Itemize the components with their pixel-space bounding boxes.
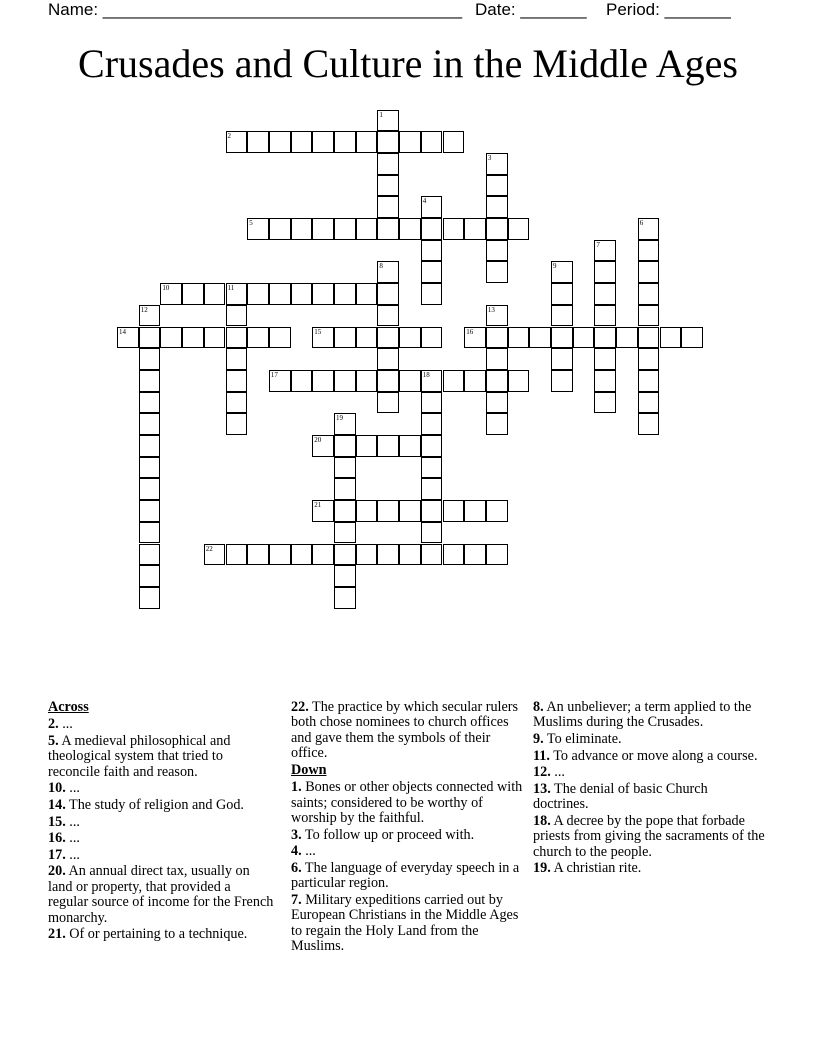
grid-cell[interactable] [638,327,660,349]
clue-number-label: 15. [48,813,66,830]
grid-cell[interactable] [638,305,660,327]
grid-cell[interactable] [269,327,291,349]
clue-number: 12 [140,305,148,314]
grid-cell[interactable] [594,240,616,262]
grid-cell[interactable] [334,587,356,609]
clue-text: An unbeliever; a term applied to the Muslims during the Crusades. [533,699,752,731]
grid-cell[interactable] [377,370,399,392]
grid-cell[interactable] [421,240,443,262]
grid-cell[interactable] [421,327,443,349]
clue-number-label: 21. [48,926,66,943]
clue-number-label: 17. [48,846,66,863]
grid-cell[interactable] [594,327,616,349]
grid-cell[interactable] [312,544,334,566]
grid-cell[interactable] [551,261,573,283]
grid-cell[interactable] [356,544,378,566]
grid-cell[interactable] [638,261,660,283]
clue-text: Bones or other objects connected with saints; considered to be worthy of worship by the faithful. [291,779,523,827]
clues-column-1 [48,700,274,944]
grid-cell[interactable] [139,327,161,349]
clue-number-label: 4. [291,843,302,860]
grid-cell[interactable] [160,327,182,349]
grid-cell[interactable] [399,435,421,457]
grid-cell[interactable] [638,413,660,435]
grid-cell[interactable] [247,218,269,240]
clue-text: A christian rite. [550,860,642,877]
grid-cell[interactable] [226,348,248,370]
clue-number: 7 [596,240,600,249]
grid-cell[interactable] [399,500,421,522]
grid-cell[interactable] [638,218,660,240]
grid-cell[interactable] [421,218,443,240]
grid-cell[interactable] [421,435,443,457]
clue-number: 15 [314,327,322,336]
clue-number-label: 10. [48,780,66,797]
grid-cell[interactable] [334,370,356,392]
grid-cell[interactable] [291,370,313,392]
page-title: Crusades and Culture in the Middle Ages [78,41,738,86]
clue-text: ... [550,764,565,781]
clue-text: To eliminate. [543,731,622,747]
clue-number-label: 20. [48,863,66,880]
grid-cell[interactable] [334,283,356,305]
clue-number-label: 9. [533,731,544,747]
grid-cell[interactable] [377,175,399,197]
grid-cell[interactable] [356,370,378,392]
clues-column-2 [291,700,527,956]
grid-cell[interactable] [139,370,161,392]
grid-cell[interactable] [594,348,616,370]
clue-item [533,732,765,747]
grid-cell[interactable] [508,327,530,349]
grid-cell[interactable] [399,218,421,240]
grid-cell[interactable] [334,522,356,544]
grid-cell[interactable] [117,327,139,349]
clue-number-label: 3. [291,826,302,843]
clue-text: The language of everyday speech in a particular region. [291,859,520,892]
clue-item [48,798,274,813]
grid-cell[interactable] [334,435,356,457]
grid-cell[interactable] [204,283,226,305]
grid-cell[interactable] [464,218,486,240]
clue-number-label: 12. [533,764,551,781]
grid-cell[interactable] [486,261,508,283]
grid-cell[interactable] [377,544,399,566]
down-heading: Down [291,761,327,778]
clue-item [533,782,765,813]
grid-cell[interactable] [638,283,660,305]
grid-cell[interactable] [377,110,399,132]
grid-cell[interactable] [312,327,334,349]
grid-cell[interactable] [486,153,508,175]
grid-cell[interactable] [269,283,291,305]
grid-cell[interactable] [291,131,313,153]
grid-cell[interactable] [269,370,291,392]
grid-cell[interactable] [377,305,399,327]
clue-item [291,700,527,762]
grid-cell[interactable] [139,457,161,479]
grid-cell[interactable] [291,544,313,566]
across-heading: Across [48,699,89,715]
clue-number-label: 7. [291,891,302,908]
clue-number: 14 [119,327,126,336]
grid-cell[interactable] [464,327,486,349]
grid-cell[interactable] [226,544,248,566]
grid-cell[interactable] [312,500,334,522]
clue-number: 10 [162,284,170,293]
grid-cell[interactable] [486,218,508,240]
grid-cell[interactable] [182,283,204,305]
grid-cell[interactable] [334,478,356,500]
grid-cell[interactable] [377,218,399,240]
clue-number: 5 [249,219,253,227]
clue-number: 21 [314,501,322,510]
clue-number: 8 [379,262,383,271]
grid-cell[interactable] [139,522,161,544]
clue-number-label: 18. [533,812,551,829]
grid-cell[interactable] [356,131,378,153]
clue-text: Military expeditions carried out by European Christians in the Middle Ages to regain the Holy Land from the Muslims. [291,891,519,955]
grid-cell[interactable] [269,131,291,153]
grid-cell[interactable] [421,457,443,479]
grid-cell[interactable] [551,283,573,305]
name-field: Name: ______________________________________ [48,0,463,19]
grid-cell[interactable] [421,283,443,305]
clue-text: ... [65,813,80,830]
clue-number-label: 16. [48,830,66,847]
grid-cell[interactable] [660,327,682,349]
grid-cell[interactable] [399,131,421,153]
clue-item [48,848,274,863]
grid-cell[interactable] [204,327,226,349]
down-clue-list-continued [533,700,765,877]
grid-cell[interactable] [139,348,161,370]
clue-text: A medieval philosophical and theological system that tried to reconcile faith and reason. [48,733,231,780]
clue-number-label: 22. [291,699,309,715]
across-clue-list [48,717,274,942]
grid-cell[interactable] [377,261,399,283]
grid-cell[interactable] [421,370,443,392]
clue-item [533,814,765,860]
grid-cell[interactable] [421,478,443,500]
grid-cell[interactable] [421,261,443,283]
grid-cell[interactable] [638,392,660,414]
clue-item [48,717,274,732]
grid-cell[interactable] [377,500,399,522]
grid-cell[interactable] [334,131,356,153]
grid-cell[interactable] [312,435,334,457]
clues-column-3 [533,700,765,878]
grid-cell[interactable] [247,327,269,349]
clue-text: The denial of basic Church doctrines. [533,780,708,813]
grid-cell[interactable] [638,348,660,370]
clue-number: 16 [466,327,474,336]
grid-cell[interactable] [551,348,573,370]
clue-number-label: 13. [533,780,551,797]
clue-item [291,828,527,843]
clue-number-label: 1. [291,779,302,796]
grid-cell[interactable] [486,392,508,414]
grid-cell[interactable] [377,153,399,175]
clue-number-label: 8. [533,699,544,715]
grid-cell[interactable] [464,370,486,392]
grid-cell[interactable] [486,544,508,566]
grid-cell[interactable] [464,500,486,522]
clue-item [533,861,765,876]
clue-item [48,831,274,846]
grid-cell[interactable] [356,218,378,240]
grid-cell[interactable] [377,327,399,349]
grid-cell[interactable] [377,196,399,218]
grid-cell[interactable] [421,413,443,435]
clue-number: 9 [553,262,557,271]
grid-cell[interactable] [139,413,161,435]
date-field: Date: _______ [475,0,587,19]
clue-item [291,844,527,859]
grid-cell[interactable] [486,370,508,392]
grid-cell[interactable] [247,283,269,305]
grid-cell[interactable] [464,544,486,566]
grid-cell[interactable] [486,500,508,522]
grid-cell[interactable] [269,544,291,566]
grid-cell[interactable] [139,435,161,457]
clue-text: The study of religion and God. [65,797,244,813]
clue-number: 20 [314,436,322,444]
grid-cell[interactable] [160,283,182,305]
grid-cell[interactable] [334,457,356,479]
grid-cell[interactable] [377,283,399,305]
grid-cell[interactable] [421,522,443,544]
grid-cell[interactable] [443,544,465,566]
grid-cell[interactable] [247,131,269,153]
grid-cell[interactable] [529,327,551,349]
clue-number-label: 19. [533,860,551,877]
grid-cell[interactable] [638,240,660,262]
clue-text: To follow up or proceed with. [301,826,475,843]
grid-cell[interactable] [312,218,334,240]
clue-text: An annual direct tax, usually on land or property, that provided a regular source of income for the French monarchy. [48,863,274,926]
grid-cell[interactable] [421,196,443,218]
across-clue-list-continued [291,700,527,762]
grid-cell[interactable] [616,327,638,349]
grid-cell[interactable] [139,587,161,609]
clue-number: 6 [639,219,644,227]
grid-cell[interactable] [226,413,248,435]
grid-cell[interactable] [312,283,334,305]
grid-cell[interactable] [356,435,378,457]
grid-cell[interactable] [139,565,161,587]
clue-text: ... [65,780,80,797]
clue-text: A decree by the pope that forbade priests from giving the sacraments of the church to the people. [533,812,765,860]
grid-cell[interactable] [247,544,269,566]
grid-cell[interactable] [594,370,616,392]
grid-cell[interactable] [486,413,508,435]
grid-cell[interactable] [226,370,248,392]
grid-cell[interactable] [377,435,399,457]
clue-number: 18 [422,370,430,379]
grid-cell[interactable] [139,478,161,500]
clue-number: 17 [270,370,278,379]
clue-number: 2 [227,132,231,141]
grid-cell[interactable] [399,544,421,566]
clue-item [48,815,274,830]
grid-cell[interactable] [551,305,573,327]
grid-cell[interactable] [551,327,573,349]
grid-cell[interactable] [399,327,421,349]
grid-cell[interactable] [443,500,465,522]
grid-cell[interactable] [508,218,530,240]
clue-text: Of or pertaining to a technique. [65,926,248,943]
grid-cell[interactable] [377,348,399,370]
clue-number: 11 [227,284,235,293]
grid-cell[interactable] [486,327,508,349]
grid-cell[interactable] [486,175,508,197]
clue-number: 22 [205,544,213,553]
grid-cell[interactable] [334,413,356,435]
clue-item [533,700,765,731]
grid-cell[interactable] [226,392,248,414]
grid-cell[interactable] [421,544,443,566]
clue-item [48,734,274,780]
grid-cell[interactable] [269,218,291,240]
grid-cell[interactable] [399,370,421,392]
grid-cell[interactable] [226,283,248,305]
grid-cell[interactable] [291,283,313,305]
grid-cell[interactable] [421,131,443,153]
grid-cell[interactable] [139,392,161,414]
grid-cell[interactable] [204,544,226,566]
grid-cell[interactable] [226,327,248,349]
clue-number: 3 [487,153,492,162]
grid-cell[interactable] [486,348,508,370]
grid-cell[interactable] [421,500,443,522]
grid-cell[interactable] [551,370,573,392]
grid-cell[interactable] [334,565,356,587]
grid-cell[interactable] [312,370,334,392]
clue-item [48,927,274,942]
grid-cell[interactable] [356,327,378,349]
grid-cell[interactable] [226,305,248,327]
grid-cell[interactable] [377,392,399,414]
grid-cell[interactable] [139,544,161,566]
grid-cell[interactable] [443,218,465,240]
grid-cell[interactable] [334,500,356,522]
grid-cell[interactable] [594,283,616,305]
clue-item [533,749,765,764]
grid-cell[interactable] [594,305,616,327]
grid-cell[interactable] [443,370,465,392]
clue-text: ... [301,843,316,860]
clue-number-label: 2. [48,716,59,733]
grid-cell[interactable] [508,370,530,392]
clue-item [533,765,765,780]
clue-text: ... [65,830,80,847]
clue-number-label: 14. [48,797,66,813]
clue-number-label: 11. [533,747,550,764]
grid-cell[interactable] [594,392,616,414]
grid-cell[interactable] [486,240,508,262]
grid-cell[interactable] [486,305,508,327]
clue-number-label: 6. [291,859,302,876]
clue-item [48,781,274,796]
grid-cell[interactable] [291,218,313,240]
clue-item [291,780,527,826]
grid-cell[interactable] [312,131,334,153]
grid-cell[interactable] [486,196,508,218]
grid-cell[interactable] [182,327,204,349]
grid-cell[interactable] [594,261,616,283]
grid-cell[interactable] [356,500,378,522]
grid-cell[interactable] [638,370,660,392]
clue-number: 13 [487,305,495,314]
down-clue-list [291,780,527,954]
grid-cell[interactable] [356,283,378,305]
period-field: Period: _______ [606,0,731,19]
header [48,0,768,20]
clue-text: The practice by which secular rulers both chose nominees to church offices and gave them the symbols of their office. [291,699,519,762]
grid-cell[interactable] [334,327,356,349]
grid-cell[interactable] [139,305,161,327]
grid-cell[interactable] [421,392,443,414]
clue-number: 1 [379,110,383,119]
grid-cell[interactable] [573,327,595,349]
grid-cell[interactable] [139,500,161,522]
grid-cell[interactable] [681,327,703,349]
clue-text: To advance or move along a course. [549,747,758,764]
clue-item [291,893,527,955]
grid-cell[interactable] [377,131,399,153]
grid-cell[interactable] [443,131,465,153]
clue-number-label: 5. [48,733,59,749]
clue-item [48,864,274,926]
clue-text: ... [65,846,80,863]
grid-cell[interactable] [334,218,356,240]
clue-item [291,861,527,892]
grid-cell[interactable] [226,131,248,153]
clue-number: 19 [336,414,343,423]
grid-cell[interactable] [334,544,356,566]
clue-number: 4 [422,197,427,206]
clue-text: ... [58,716,73,733]
